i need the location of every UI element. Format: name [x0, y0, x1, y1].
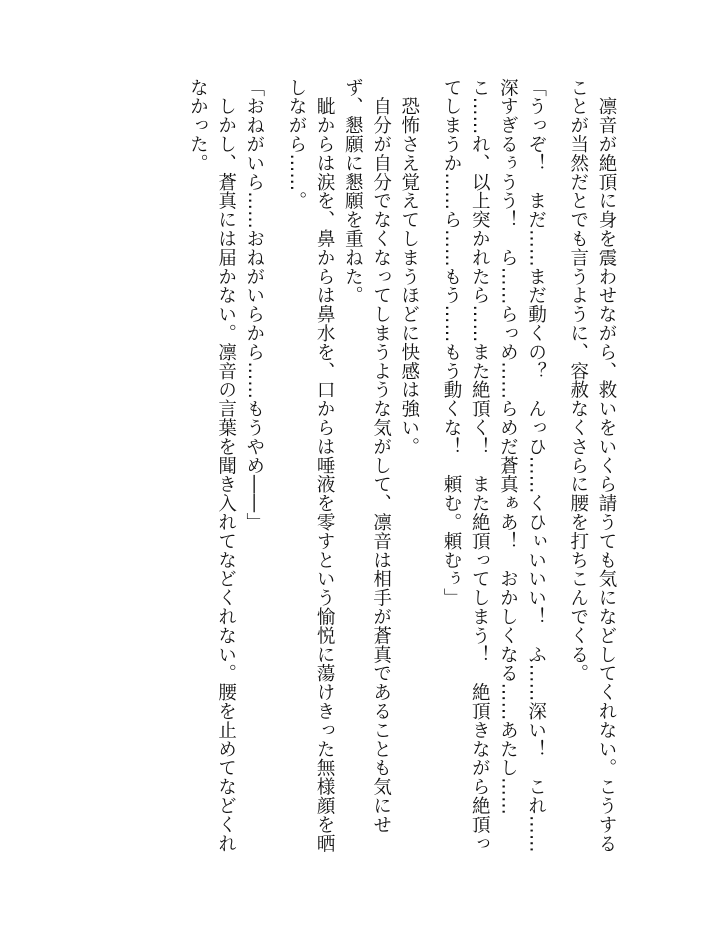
paragraph-gap — [423, 78, 437, 88]
paragraph-4: 自分が自分でなくなってしまうような気がして、凛音は相手が蒼真であることも気にせず、懇願に懇願を重ねた。 — [342, 78, 392, 834]
paragraph-gap — [550, 78, 564, 88]
paragraph-6-dialogue: 「おねがいら……おねがいらから……もうやめ――」 — [243, 78, 265, 532]
paragraph-3: 恐怖さえ覚えてしまうほどに快感は強い。 — [398, 78, 420, 456]
vertical-text-body — [183, 78, 620, 858]
paragraph-5: 眦からは涙を、鼻からは鼻水を、口からは唾液を零すという愉悦に蕩けきった無様顔を晒しながら……。 — [285, 78, 336, 853]
paragraph-2-dialogue: 「うっぞ！ まだ……まだ動くの？ んっひ……くひぃいいい！ ふ……深い！ これ……深すぎるぅうう！ ら……らっめ……らめだ蒼真ぁあ！ おかしくなる……あたし……こ……れ、以上突かれたら……また絶頂く！ また絶頂ってしまう！ 絶頂きながら絶頂ってしまうか……ら……もう……もう動くな！ 頼む。頼むぅ」 — [440, 78, 547, 853]
paragraph-7: しかし、蒼真には届かない。凛音の言葉を聞き入れてなどくれない。腰を止めてなどくれなかった。 — [187, 78, 237, 853]
paragraph-1: 凛音が絶頂に身を震わせながら、救いをいくら請うても気になどしてくれない。こうすることが当然だとでも言うように、容赦なくさらに腰を打ちこんでくる。 — [567, 78, 617, 853]
paragraph-gap — [268, 78, 282, 88]
